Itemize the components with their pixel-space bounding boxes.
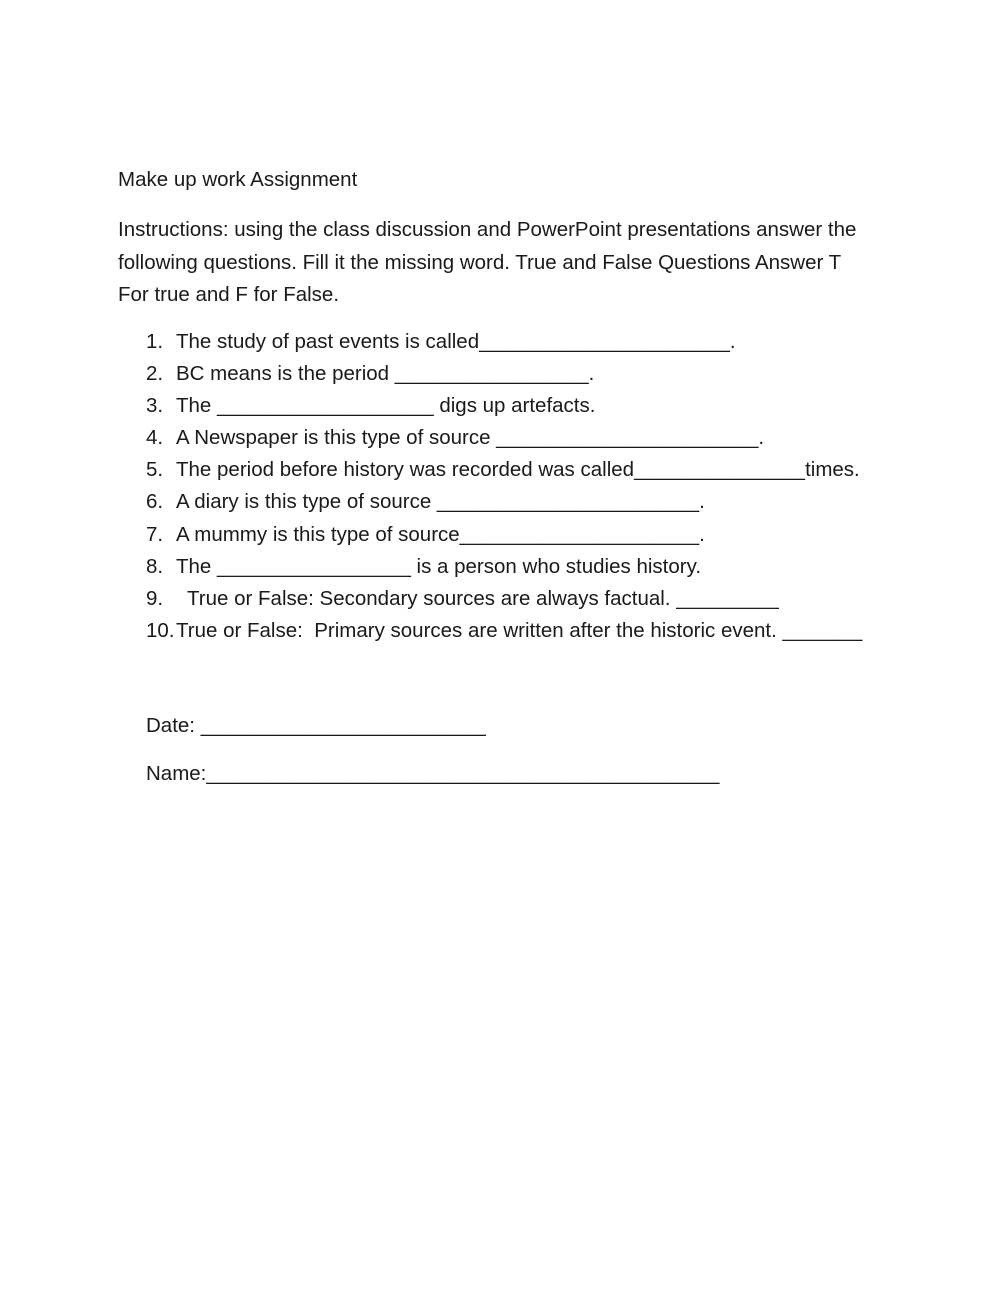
question-number: 5. (146, 458, 164, 482)
question-text: A mummy is this type of source_____________________. (176, 522, 705, 546)
question-number: 6. (146, 490, 164, 514)
question-text: True or False: Secondary sources are always factual. _________ (176, 586, 779, 610)
question-item (146, 326, 862, 358)
question-text: The _________________ is a person who studies history. (176, 554, 702, 578)
question-item (146, 583, 862, 615)
question-text: The study of past events is called______________________. (176, 330, 736, 353)
question-item (146, 358, 862, 390)
question-item (146, 615, 862, 647)
question-number: 1. (146, 330, 164, 353)
instructions-line: For true and F for False. (118, 283, 340, 306)
question-text: True or False: Primary sources are written after the historic event. _______ (176, 618, 863, 642)
question-number: 3. (146, 394, 164, 418)
date-field-line: Date: _________________________ (146, 714, 486, 737)
question-item (146, 519, 862, 551)
question-item (146, 486, 862, 518)
instructions-paragraph (118, 214, 856, 312)
question-item (146, 551, 862, 583)
question-item (146, 454, 862, 486)
question-text: A diary is this type of source _______________________. (176, 490, 705, 514)
question-list (146, 326, 862, 647)
question-item (146, 422, 862, 454)
question-text: The period before history was recorded was called_______________times. (176, 458, 860, 482)
question-text: The ___________________ digs up artefacts. (176, 394, 596, 418)
question-number: 10. (146, 618, 175, 642)
question-item (146, 390, 862, 422)
question-number: 2. (146, 362, 164, 386)
question-text: A Newspaper is this type of source _______________________. (176, 426, 765, 450)
question-number: 7. (146, 522, 164, 546)
instructions-line: following questions. Fill it the missing word. True and False Questions Answer T (118, 250, 842, 274)
name-field-line: Name:_____________________________________________ (146, 762, 720, 785)
instructions-line: Instructions: using the class discussion and PowerPoint presentations answer the (118, 218, 857, 241)
question-text: BC means is the period _________________. (176, 362, 595, 386)
question-number: 8. (146, 554, 164, 578)
question-number: 9. (146, 586, 164, 610)
question-number: 4. (146, 426, 164, 450)
page-title: Make up work Assignment (118, 168, 358, 191)
